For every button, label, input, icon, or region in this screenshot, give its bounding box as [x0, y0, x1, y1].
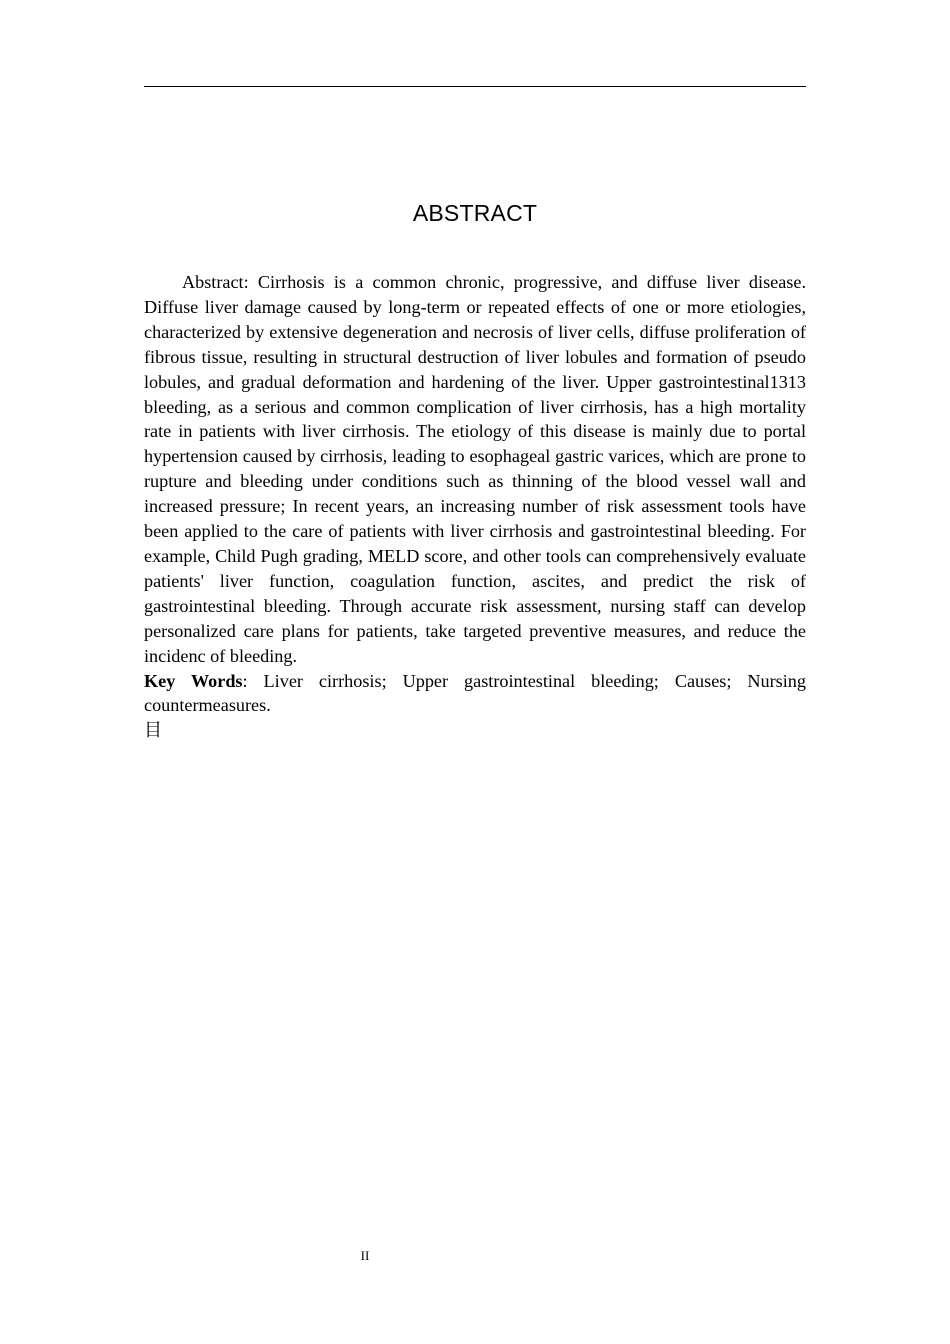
- abstract-paragraph: Abstract: Cirrhosis is a common chronic, progressive, and diffuse liver disease. Diffuse liver damage caused by long-term or repeated effects of one or more etiologies, characterized by extensive degeneration and necrosis of liver cells, diffuse proliferation of fibrous tissue, resulting in structural destruction of liver lobules and formation of pseudo lobules, and gradual deformation and hardening of the liver. Upper gastrointestinal1313 bleeding, as a serious and common complication of liver cirrhosis, has a high mortality rate in patients with liver cirrhosis. The etiology of this disease is mainly due to portal hypertension caused by cirrhosis, leading to esophageal gastric varices, which are prone to rupture and bleeding under conditions such as thinning of the blood vessel wall and increased pressure; In recent years, an increasing number of risk assessment tools have been applied to the care of patients with liver cirrhosis and gastrointestinal bleeding. For example, Child Pugh grading, MELD score, and other tools can comprehensively evaluate patients' liver function, coagulation function, ascites, and predict the risk of gastrointestinal bleeding. Through accurate risk assessment, nursing staff can develop personalized care plans for patients, take targeted preventive measures, and reduce the incidenc of bleeding.: [144, 272, 806, 666]
- abstract-title: ABSTRACT: [412, 200, 538, 226]
- header-rule: [144, 86, 806, 87]
- keywords-label: Key Words: [144, 670, 243, 691]
- abstract-body: [144, 270, 806, 744]
- page-number: II: [360, 1248, 370, 1263]
- keywords-paragraph: [144, 669, 806, 719]
- toc-heading-fragment: 目: [144, 720, 162, 742]
- keywords-text: : Liver cirrhosis; Upper gastrointestinal bleeding; Causes; Nursing countermeasures.: [144, 670, 806, 716]
